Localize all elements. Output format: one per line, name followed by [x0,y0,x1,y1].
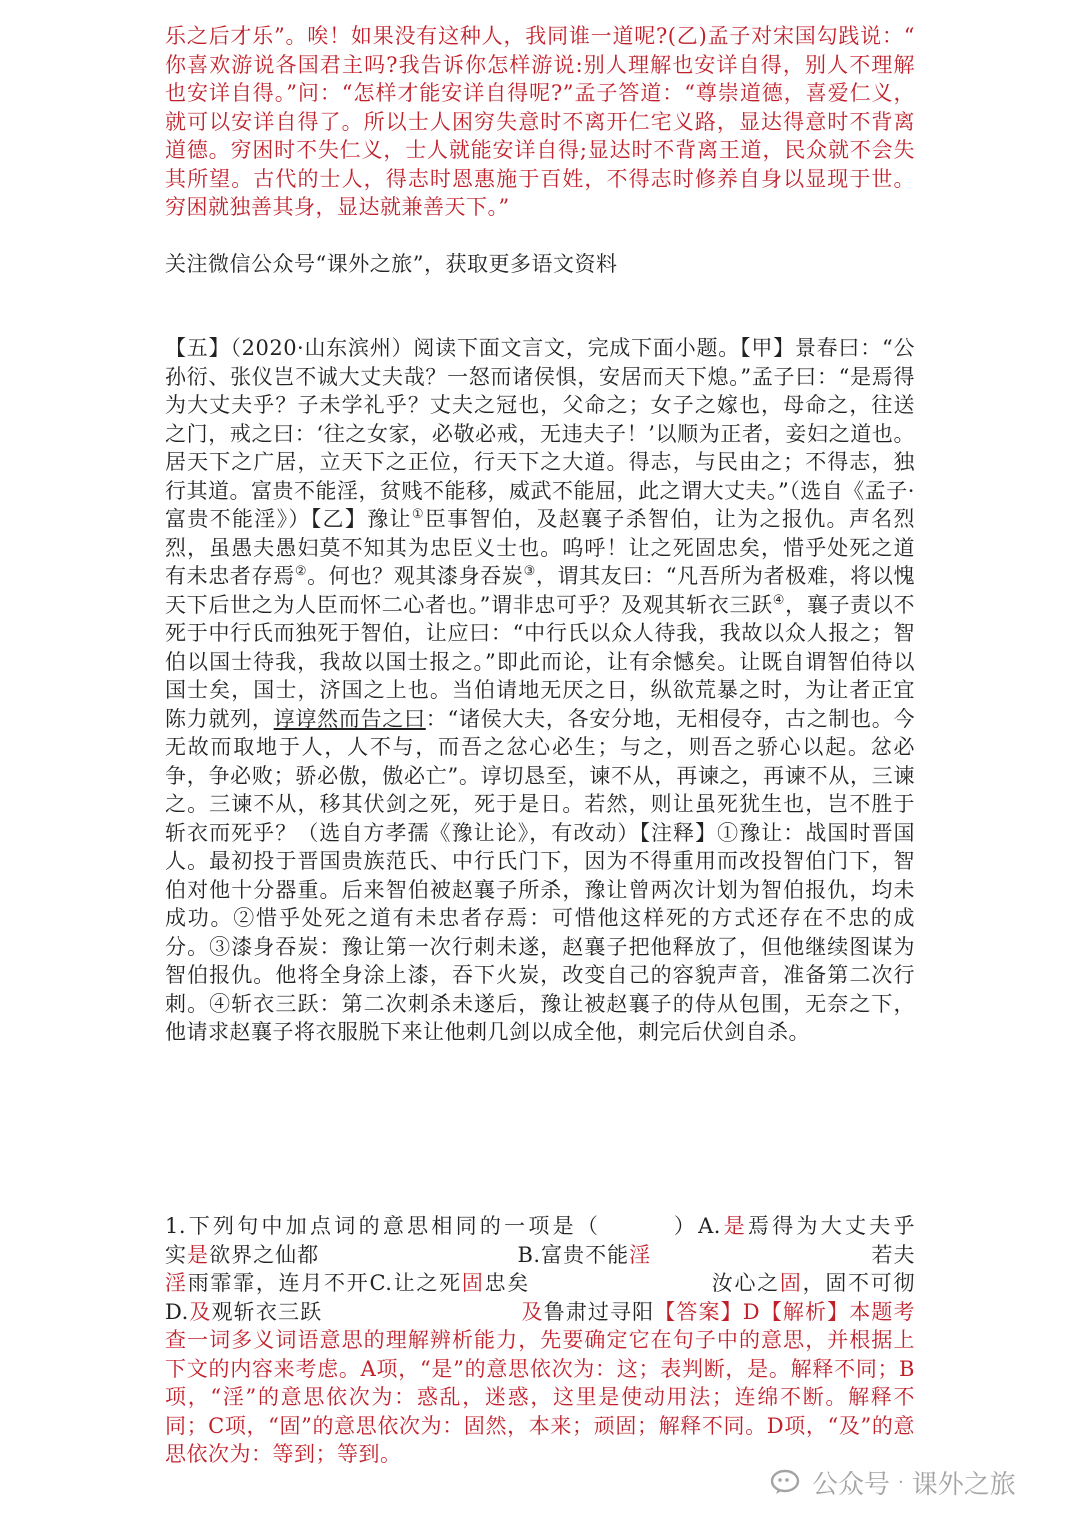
watermark [770,1462,1016,1502]
option-text: 实 [165,1242,188,1267]
passage-intro: 【五】（2020·山东滨州）阅读下面文言文，完成下面小题。【甲】景春曰：“公孙衍、张仪岂不诚大丈夫哉？一怒而诸侯惧，安居而天下熄。”孟子曰：“是焉得为大丈夫乎？子未学礼乎？丈夫之冠也，父命之；女子之嫁也，母命之，往送之门，戒之曰：‘往之女家，必敬必戒，无违夫子！’以顺为正者，妾妇之道也。居天下之广居，立天下之正位，行天下之大道。得志，与民由之；不得志，独行其道。富贵不能淫，贫贱不能移，威武不能屈，此之谓大丈夫。”（选自《孟子·富贵不能淫》）【乙】豫让 [165,336,915,531]
dotted-word: 淫 [629,1242,652,1267]
dotted-word: 及 [188,1299,212,1324]
footnote-marker: ④ [772,592,786,608]
dotted-word: 淫 [165,1271,188,1295]
option-text: ，固不可彻 [802,1271,915,1295]
passage-text: 臣事智伯，及赵襄子杀智伯，让为之报仇。声名烈烈，虽愚夫愚妇莫不知其为忠臣义士也。呜呼！让之死固忠矣，惜乎处死之道有未忠者存焉 [165,507,916,588]
option-label: B.富贵不能 [517,1242,630,1267]
underlined-sentence: 谆谆然而告之曰 [273,706,426,731]
passage-text: ，谓其友曰：“凡吾所为者极难，将以愧天下后世之为人臣而怀二心者也。”谓非忠可乎？及观其斩衣三跃 [165,564,916,617]
option-label: C.让之死 [369,1271,462,1295]
dotted-word: 固 [779,1271,803,1295]
watermark-account: 课外之旅 [911,1469,1016,1500]
dotted-word: 及 [521,1299,544,1324]
dotted-word: 固 [461,1271,485,1295]
footnote-marker: ② [294,564,308,579]
option-label: D. [165,1299,189,1324]
footnote-marker: ③ [523,564,536,579]
answer-analysis: 【答案】D【解析】本题考查一词多义词语意思的理解辨析能力，先要确定它在句子中的意思，并根据上下文的内容来考虑。A项，“是”的意思依次为：这；表判断，是。解释不同；B项，“淫”的意思依次为：惑乱，迷惑，这里是使动用法；连绵不断。解释不同；C项，“固”的意思依次为：固然，本来；顽固；解释不同。D项，“及”的意思依次为：等到；等到。 [165,1299,916,1466]
passage-text: ：“诸侯大夫，各安分地，无相侵夺，古之制也。今无故而取地于人，人不与，而吾之忿心必生；与之，则吾之骄心以起。忿必争，争必败；骄必傲，傲必亡”。谆切恳至，谏不从，再谏之，再谏不从，三谏之。三谏不从，移其伏剑之死，死于是日。若然，则让虽死犹生也，岂不胜于斩衣而死乎？（选自方孝孺《豫让论》，有改动）【注释】①豫让：战国时晋国人。最初投于晋国贵族范氏、中行氏门下，因为不得重用而改投智伯门下，智伯对他十分器重。后来智伯被赵襄子所杀，豫让曾两次计划为智伯报仇，均未成功。②惜乎处死之道有未忠者存焉：可惜他这样死的方式还存在不忠的成分。③漆身吞炭：豫让第一次行刺未遂，赵襄子把他释放了，但他继续图谋为智伯报仇。他将全身涂上漆，吞下火炭，改变自己的容貌声音，准备第二次行刺。④斩衣三跃：第二次刺杀未遂后，豫让被赵襄子的侍从包围，无奈之下，他请求赵襄子将衣服脱下来让他刺几剑以成全他，刺完后伏剑自杀。 [165,706,916,1044]
option-text: 忠矣 [484,1271,530,1295]
option-text: 若夫 [871,1242,916,1267]
option-text: 雨霏霏，连月不开 [187,1271,370,1295]
option-text: 欲界之仙都 [209,1242,320,1267]
passage-text: 。何也？观其漆身吞炭 [307,564,524,588]
footnote-marker: ① [411,507,425,522]
dotted-word: 是 [187,1242,210,1267]
wechat-official-account-icon [770,1468,804,1496]
question-1 [165,1212,915,1469]
option-text: 观斩衣三跃 [211,1299,323,1324]
dotted-word: 是 [720,1214,748,1238]
option-text: 焉得为大丈夫乎 [747,1214,916,1238]
follow-notice: 关注微信公众号“课外之旅”，获取更多语文资料 [165,252,618,276]
question-stem: 1.下列句中加点词的意思相同的一项是（ ）A. [165,1214,721,1238]
watermark-separator: · [898,1471,904,1493]
watermark-label: 公众号 [812,1469,891,1500]
passage-text: ，襄子责以不死于中行氏而独死于智伯，让应曰：“中行氏以众人待我，我故以众人报之；智伯以国士待我，我故以国士报之。”即此而论，让有余憾矣。让既自谓智伯待以国士矣，国士，济国之上也。当伯请地无厌之日，纵欲荒暴之时，为让者正宜陈力就列， [165,592,916,731]
option-text: 汝心之 [711,1271,780,1295]
section5-passage [165,334,915,1047]
translation-paragraph: 乐之后才乐”。唉！如果没有这种人，我同谁一道呢?(乙)孟子对宋国勾践说：“ 你喜欢游说各国君主吗?我告诉你怎样游说:别人理解也安详自得，别人不理解也安详自得。”问：“怎样才能安详自得呢?”孟子答道：“尊崇道德，喜爱仁义，就可以安详自得了。所以士人困穷失意时不离开仁宅义路，显达得意时不背离道德。穷困时不失仁义，士人就能安详自得;显达时不背离王道，民众就不会失其所望。古代的士人，得志时恩惠施于百姓，不得志时修养自身以显现于世。穷困就独善其身，显达就兼善天下。” [165,24,915,219]
option-text: 鲁肃过寻阳 [543,1299,655,1324]
